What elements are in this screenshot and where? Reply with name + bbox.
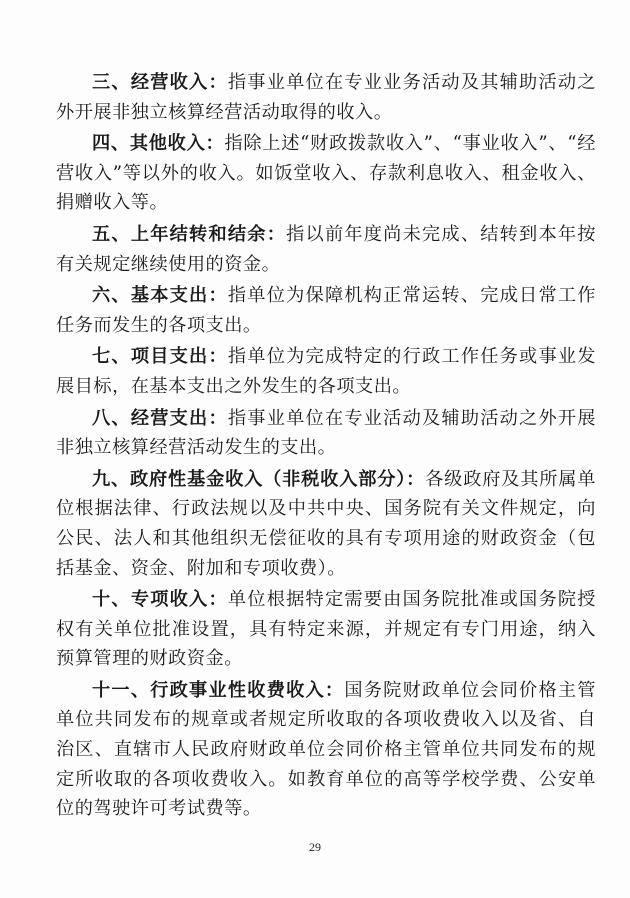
definition-text: 国务院财政单位会同价格主管单位共同发布的规章或者规定所收取的各项收费收入以及省、自治区、直辖市人民政府财政单位会同价格主管单位共同发布的规定所收取的各项收费收入。如教育单位的高等学校学费、公安单位的驾驶许可考试费等。	[56, 679, 596, 820]
definition-paragraph-9	[56, 465, 596, 583]
definition-term: 十、专项收入：	[92, 589, 228, 611]
definition-text: 单位根据特定需要由国务院批准或国务院授权有关单位批准设置，具有特定来源，并规定有专门用途，纳入预算管理的财政资金。	[56, 589, 596, 670]
definition-paragraph-11	[56, 676, 596, 824]
definition-term: 十一、行政事业性收费收入：	[92, 679, 345, 701]
definition-paragraph-5	[56, 220, 596, 279]
definition-paragraph-4	[56, 129, 596, 218]
definition-term: 三、经营收入：	[92, 72, 228, 93]
definition-paragraph-8	[56, 404, 596, 463]
page-number: 29	[309, 840, 321, 854]
definition-text: 指除上述“财政拨款收入”、“事业收入”、“经营收入”等以外的收入。如饭堂收入、存款利息收入、租金收入、捐赠收入等。	[56, 133, 596, 214]
definition-term: 五、上年结转和结余：	[92, 223, 287, 245]
definition-term: 九、政府性基金收入（非税收入部分）：	[92, 468, 426, 490]
definition-text: 指单位为完成特定的行政工作任务或事业发展目标，在基本支出之外发生的各项支出。	[56, 346, 596, 397]
definition-paragraph-3	[56, 68, 596, 127]
document-body	[56, 68, 596, 826]
definition-text: 指事业单位在专业业务活动及其辅助活动之外开展非独立核算经营活动取得的收入。	[56, 72, 596, 123]
definition-text: 指以前年度尚未完成、结转到本年按有关规定继续使用的资金。	[56, 223, 596, 275]
definition-term: 六、基本支出：	[92, 285, 228, 307]
definition-paragraph-7	[56, 342, 596, 401]
definition-text: 各级政府及其所属单位根据法律、行政法规以及中共中央、国务院有关文件规定，向公民、法人和其他组织无偿征收的具有专项用途的财政资金（包括基金、资金、附加和专项收费）。	[56, 468, 596, 579]
definition-text: 指单位为保障机构正常运转、完成日常工作任务而发生的各项支出。	[56, 285, 596, 336]
definition-text: 指事业单位在专业活动及辅助活动之外开展非独立核算经营活动发生的支出。	[56, 407, 596, 459]
definition-term: 八、经营支出：	[92, 407, 228, 429]
definition-paragraph-10	[56, 585, 596, 674]
definition-paragraph-6	[56, 281, 596, 340]
definition-term: 四、其他收入：	[92, 133, 225, 155]
definition-term: 七、项目支出：	[92, 346, 228, 368]
